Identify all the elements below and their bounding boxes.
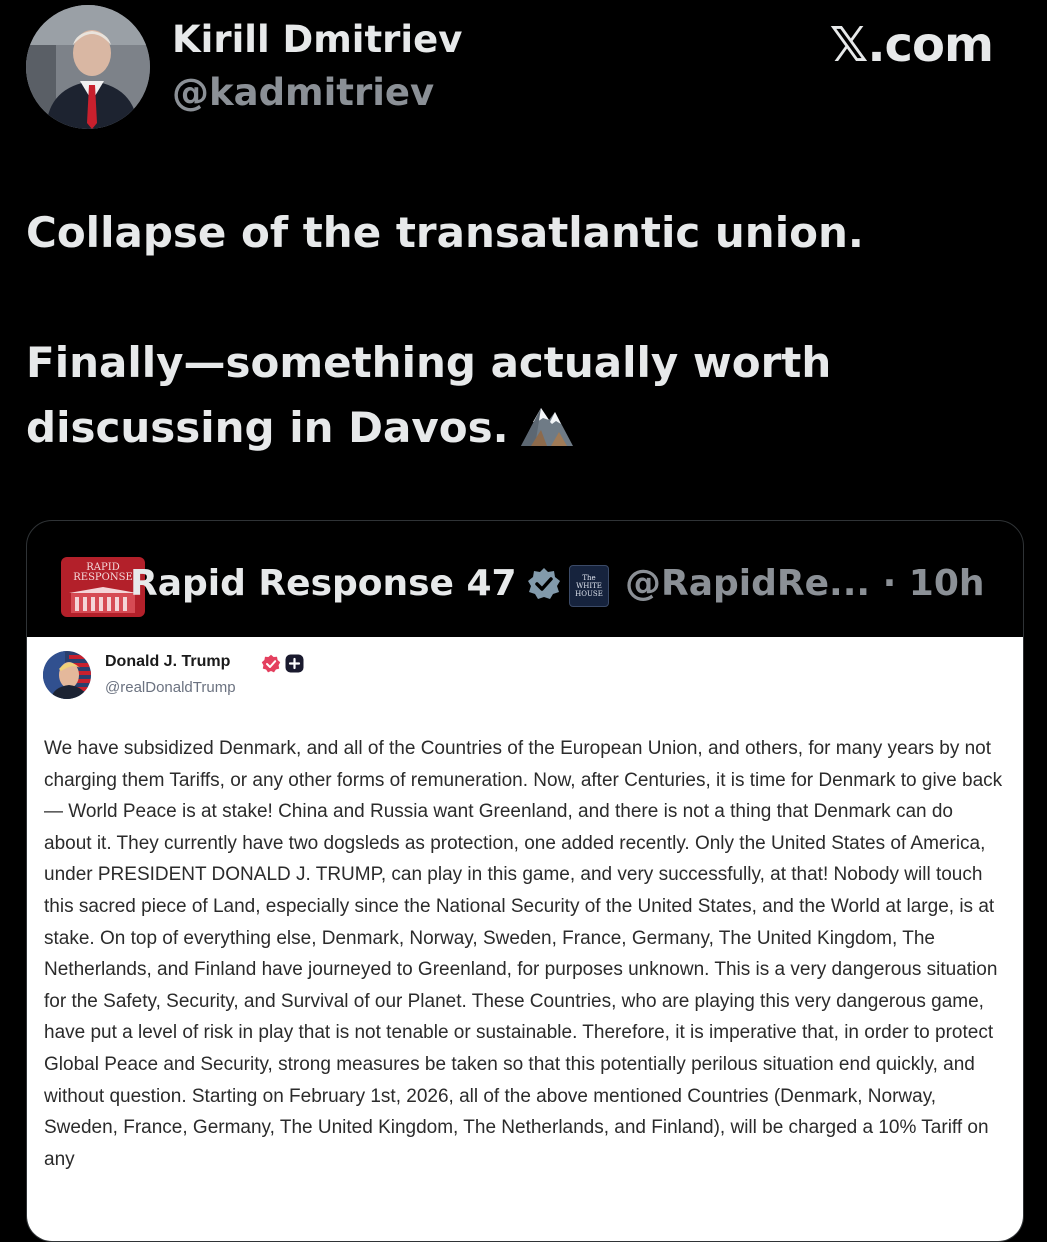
author-display-name[interactable]: Kirill Dmitriev xyxy=(172,18,463,61)
author-handle[interactable]: @kadmitriev xyxy=(172,71,435,114)
quoted-author-name[interactable]: Rapid Response 47 xyxy=(130,563,517,604)
embedded-truth-social-post xyxy=(27,637,1023,1241)
tweet-body xyxy=(26,200,1006,466)
snow-capped-mountain-icon xyxy=(519,400,575,466)
quoted-tweet-header xyxy=(27,521,1023,637)
verified-badge-icon xyxy=(527,567,561,605)
tweet-line-2-text: Finally—something actually worth discussing in Davos. xyxy=(26,338,832,452)
author-avatar[interactable] xyxy=(26,5,150,129)
quoted-handle-and-time: @RapidRe... · 10h xyxy=(625,563,985,604)
tweet-line-1: Collapse of the transatlantic union. xyxy=(26,208,864,257)
truth-author-handle: @realDonaldTrump xyxy=(105,679,236,696)
truth-post-body: We have subsidized Denmark, and all of the Countries of the European Union, and others, for many years by not charging them Tariffs, or any other forms of remuneration. Now, after Centuries, it is time for Denmark to give back — World Peace is at stake! China and Russia want Greenland, and there is not a thing that Denmark can do about it. They currently have two dogsleds as protection, one added recently. Only the United States of America, under PRESIDENT DONALD J. TRUMP, can play in this game, and very successfully, at that! Nobody will touch this sacred piece of Land, especially since the National Security of the United States, and the World at large, is at stake. On top of everything else, Denmark, Norway, Sweden, France, Germany, The United Kingdom, The Netherlands, and Finland have journeyed to Greenland, for purposes unknown. This is a very dangerous situation for the Safety, Security, and Survival of our Planet. These Countries, who are playing this very dangerous game, have put a level of risk in play that is not tenable or sustainable. Therefore, it is imperative that, in order to protect Global Peace and Security, strong measures be taken so that this potentially perilous situation end quickly, and without question. Starting on February 1st, 2026, all of the above mentioned Countries (Denmark, Norway, Sweden, France, Germany, The United Kingdom, The Netherlands, and Finland), will be charged a 10% Tariff on any xyxy=(44,738,1003,1170)
truth-verified-icon xyxy=(261,654,281,678)
tweet-header xyxy=(0,0,1047,150)
tweet-line-2 xyxy=(26,330,1006,466)
white-house-affiliate-badge[interactable]: The WHITE HOUSE xyxy=(569,565,609,607)
truth-author-avatar xyxy=(43,651,91,699)
truth-author-name: Donald J. Trump xyxy=(105,653,231,670)
x-brand-logo: 𝕏.com xyxy=(829,17,993,73)
truth-add-badge-icon xyxy=(285,654,304,677)
rapid-response-logo-text: RAPID RESPONSE xyxy=(73,562,133,583)
quoted-tweet-card[interactable] xyxy=(26,520,1024,1242)
